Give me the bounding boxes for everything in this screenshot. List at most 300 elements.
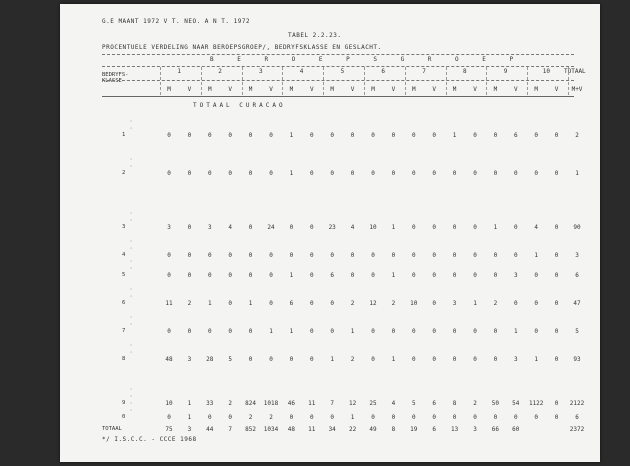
- sub-header: V: [432, 86, 436, 93]
- table-cell: 0: [269, 272, 273, 279]
- sub-header: V: [513, 86, 518, 93]
- table-cell: 25: [369, 400, 377, 407]
- rule-header-bottom: [102, 96, 574, 97]
- table-cell: 0: [534, 328, 538, 335]
- sub-header: M: [330, 86, 334, 93]
- column-separator: [568, 67, 569, 95]
- table-cell: 3: [513, 272, 518, 279]
- table-cell: 0: [371, 356, 375, 363]
- table-cell: 0: [330, 414, 334, 421]
- totaal-cell: 75: [165, 426, 173, 433]
- table-cell: 1: [391, 272, 396, 279]
- table-cell: 6: [432, 400, 436, 407]
- table-cell: 0: [411, 170, 416, 177]
- table-cell: 0: [554, 132, 559, 139]
- table-cell: 93: [573, 356, 581, 363]
- table-cell: 0: [473, 132, 477, 139]
- detail-mark: ·: [129, 163, 133, 170]
- sub-header: M: [452, 86, 457, 93]
- detail-mark: ·: [129, 342, 133, 349]
- table-cell: 0: [228, 272, 232, 279]
- table-cell: 0: [493, 328, 498, 335]
- sub-header: V: [350, 86, 355, 93]
- table-cell: 0: [248, 252, 253, 259]
- totaal-cell: 7: [228, 426, 232, 433]
- column-separator: [323, 67, 324, 95]
- group-label: B E R O E P S G R O E P: [210, 56, 524, 63]
- detail-mark: ·: [129, 118, 133, 125]
- table-cell: 0: [554, 272, 559, 279]
- table-cell: 0: [493, 272, 498, 279]
- table-cell: 2: [493, 300, 498, 307]
- table-cell: 0: [473, 224, 477, 231]
- table-cell: 0: [350, 170, 355, 177]
- table-cell: 0: [452, 170, 457, 177]
- table-cell: 1: [493, 224, 498, 231]
- table-cell: 12: [348, 400, 357, 407]
- totaal-cell: 6: [432, 426, 436, 433]
- table-cell: 0: [248, 170, 253, 177]
- table-cell: 3: [187, 356, 192, 363]
- table-cell: 0: [554, 224, 559, 231]
- table-cell: 10: [410, 300, 418, 307]
- rule-sub: [102, 80, 574, 81]
- row-label: 5: [122, 272, 126, 278]
- row-label: 6: [122, 300, 126, 306]
- totaal-cell: 13: [450, 426, 459, 433]
- group-number: 8: [462, 68, 467, 75]
- column-separator: [282, 67, 283, 95]
- table-cell: 1: [289, 328, 294, 335]
- table-cell: 3: [207, 224, 212, 231]
- table-cell: 28: [206, 356, 214, 363]
- table-cell: 0: [452, 252, 457, 259]
- detail-mark: ·: [129, 210, 133, 217]
- column-separator: [364, 67, 365, 95]
- column-separator: [486, 67, 487, 95]
- table-cell: 0: [371, 272, 375, 279]
- table-cell: 0: [167, 414, 171, 421]
- rule-group: [102, 66, 574, 67]
- totaal-cell: 66: [491, 426, 499, 433]
- row-label: 3: [122, 224, 126, 230]
- table-cell: 0: [554, 400, 559, 407]
- table-cell: 1: [289, 170, 294, 177]
- table-cell: 0: [411, 252, 416, 259]
- table-cell: 0: [432, 328, 436, 335]
- table-cell: 1: [187, 400, 192, 407]
- table-cell: 0: [554, 300, 559, 307]
- table-cell: 2: [228, 400, 232, 407]
- totaal-row-label: TOTAAL: [102, 426, 122, 432]
- table-cell: 8: [452, 400, 457, 407]
- table-cell: 0: [228, 170, 232, 177]
- table-cell: 1122: [528, 400, 544, 407]
- sub-header: V: [269, 86, 273, 93]
- table-cell: 0: [309, 224, 314, 231]
- totaal-cell: 3: [473, 426, 477, 433]
- table-cell: 0: [350, 272, 355, 279]
- table-cell: 0: [228, 132, 232, 139]
- table-cell: 0: [554, 414, 559, 421]
- table-cell: 1: [248, 300, 253, 307]
- table-cell: 0: [452, 356, 457, 363]
- table-cell: 0: [330, 252, 334, 259]
- table-cell: 0: [534, 132, 538, 139]
- table-cell: 6: [330, 272, 334, 279]
- table-cell: 3: [513, 356, 518, 363]
- table-cell: 46: [287, 400, 295, 407]
- sub-header: M: [248, 86, 253, 93]
- row-label: 7: [122, 328, 126, 334]
- table-cell: 0: [309, 170, 314, 177]
- table-cell: 7: [330, 400, 334, 407]
- table-cell: 33: [206, 400, 214, 407]
- group-number: 3: [258, 68, 263, 75]
- table-cell: 0: [289, 356, 294, 363]
- table-cell: 0: [473, 414, 477, 421]
- table-cell: 0: [309, 252, 314, 259]
- table-cell: 1: [575, 170, 579, 177]
- column-separator: [242, 67, 243, 95]
- totaal-cell: 44: [206, 426, 214, 433]
- table-title: PROCENTUELE VERDELING NAAR BEROEPSGROEP/, BEDRYFSKLASSE EN GESLACHT.: [102, 44, 382, 51]
- table-cell: 0: [371, 170, 375, 177]
- table-cell: 0: [432, 170, 436, 177]
- group-number: 1: [177, 68, 181, 75]
- table-cell: 0: [248, 272, 253, 279]
- table-cell: 0: [432, 224, 436, 231]
- row-label: 9: [122, 400, 126, 406]
- table-cell: 0: [513, 224, 518, 231]
- table-cell: 0: [309, 132, 314, 139]
- table-cell: 0: [330, 170, 334, 177]
- detail-mark: ·: [129, 321, 133, 328]
- page-footer: */ I.S.C.C. - CCCE 1968: [102, 436, 197, 443]
- totaal-cell: 3: [187, 426, 192, 433]
- table-cell: 0: [309, 272, 314, 279]
- table-cell: 0: [187, 170, 192, 177]
- table-cell: 0: [411, 414, 416, 421]
- table-cell: 0: [167, 328, 171, 335]
- page-header: G.E MAANT 1972 V T. NEO. A N T. 1972: [102, 18, 251, 25]
- table-cell: 4: [391, 400, 396, 407]
- table-cell: 0: [207, 414, 212, 421]
- group-number: 9: [503, 68, 508, 75]
- sub-header: M: [207, 86, 212, 93]
- sub-header: V: [554, 86, 559, 93]
- table-cell: 0: [289, 224, 294, 231]
- table-cell: 1: [452, 132, 457, 139]
- table-cell: 1: [534, 356, 538, 363]
- row-label: 0: [122, 414, 126, 420]
- group-number: 6: [381, 68, 385, 75]
- table-cell: 11: [308, 400, 316, 407]
- table-cell: 0: [309, 300, 314, 307]
- detail-mark: ·: [129, 293, 133, 300]
- table-cell: 0: [411, 356, 416, 363]
- table-cell: 54: [512, 400, 520, 407]
- table-cell: 0: [371, 414, 375, 421]
- table-cell: 0: [473, 272, 477, 279]
- group-number: 10: [542, 68, 550, 75]
- column-separator: [446, 67, 447, 95]
- table-cell: 1: [269, 328, 273, 335]
- table-cell: 0: [309, 414, 314, 421]
- table-cell: 11: [165, 300, 173, 307]
- table-cell: 4: [534, 224, 538, 231]
- sub-header: V: [228, 86, 232, 93]
- table-cell: 0: [248, 356, 253, 363]
- table-cell: 0: [309, 356, 314, 363]
- table-cell: 6: [513, 132, 518, 139]
- table-cell: 6: [289, 300, 294, 307]
- column-separator: [160, 67, 161, 95]
- table-cell: 1: [350, 328, 355, 335]
- row-label: 1: [122, 132, 126, 138]
- table-cell: 0: [554, 252, 559, 259]
- table-cell: 0: [207, 328, 212, 335]
- table-cell: 0: [493, 356, 498, 363]
- table-cell: 0: [167, 170, 171, 177]
- sub-header: M: [493, 86, 498, 93]
- table-cell: 48: [165, 356, 173, 363]
- column-separator: [527, 67, 528, 95]
- table-cell: 0: [269, 252, 273, 259]
- region-title: TOTAAL CURACAO: [193, 102, 286, 109]
- table-cell: 0: [167, 272, 171, 279]
- table-cell: 0: [187, 224, 192, 231]
- table-cell: 0: [207, 272, 212, 279]
- table-cell: 0: [432, 300, 436, 307]
- table-cell: 0: [289, 252, 294, 259]
- table-cell: 1: [350, 414, 355, 421]
- table-cell: 0: [473, 328, 477, 335]
- table-cell: 0: [228, 300, 232, 307]
- sub-header: M: [534, 86, 538, 93]
- detail-mark: ·: [129, 217, 133, 224]
- table-cell: 1: [187, 414, 192, 421]
- table-cell: 1: [391, 356, 396, 363]
- table-cell: 0: [452, 328, 457, 335]
- table-cell: 0: [554, 170, 559, 177]
- table-cell: 0: [228, 252, 232, 259]
- table-cell: 0: [248, 224, 253, 231]
- table-cell: 6: [575, 272, 579, 279]
- table-cell: 0: [513, 300, 518, 307]
- totaal-cell: 8: [391, 426, 396, 433]
- table-cell: 0: [452, 224, 457, 231]
- table-cell: 0: [493, 132, 498, 139]
- sub-header: M+V: [571, 86, 583, 93]
- table-cell: 0: [350, 132, 355, 139]
- table-cell: 23: [328, 224, 336, 231]
- table-cell: 0: [371, 252, 375, 259]
- table-cell: 0: [432, 272, 436, 279]
- detail-mark: ·: [129, 156, 133, 163]
- table-cell: 10: [165, 400, 173, 407]
- detail-mark: ·: [129, 393, 133, 400]
- row-label: 4: [122, 252, 126, 258]
- table-cell: 0: [289, 414, 294, 421]
- table-cell: 0: [493, 170, 498, 177]
- table-cell: 0: [534, 300, 538, 307]
- table-cell: 0: [187, 252, 192, 259]
- table-cell: 0: [513, 252, 518, 259]
- table-cell: 0: [411, 132, 416, 139]
- table-cell: 824: [245, 400, 257, 407]
- table-cell: 0: [493, 414, 498, 421]
- table-cell: 1: [513, 328, 518, 335]
- sub-header: V: [309, 86, 314, 93]
- table-cell: 0: [269, 132, 273, 139]
- table-cell: 0: [167, 252, 171, 259]
- column-separator: [405, 67, 406, 95]
- table-cell: 47: [573, 300, 581, 307]
- table-cell: 0: [432, 252, 436, 259]
- table-cell: 24: [267, 224, 275, 231]
- table-cell: 0: [269, 356, 273, 363]
- table-cell: 2122: [569, 400, 585, 407]
- table-cell: 0: [432, 356, 436, 363]
- totaal-cell: 22: [348, 426, 357, 433]
- table-cell: 0: [309, 328, 314, 335]
- detail-mark: ·: [129, 238, 133, 245]
- table-cell: 2: [350, 300, 355, 307]
- rule-top: [102, 54, 574, 55]
- column-separator: [201, 67, 202, 95]
- table-cell: 0: [330, 132, 334, 139]
- table-cell: 0: [473, 356, 477, 363]
- bedryfs-klasse-label: BEDRYFS- KLASSE: [102, 72, 129, 84]
- table-cell: 0: [330, 300, 334, 307]
- table-cell: 0: [228, 414, 232, 421]
- group-number: 5: [340, 68, 345, 75]
- totaal-header: TOTAAL: [564, 68, 586, 75]
- totaal-cell: 2372: [569, 426, 585, 433]
- table-cell: 0: [513, 170, 518, 177]
- sub-header: M: [289, 86, 294, 93]
- table-cell: 10: [369, 224, 377, 231]
- table-cell: 0: [350, 252, 355, 259]
- table-cell: 2: [391, 300, 396, 307]
- table-cell: 5: [411, 400, 416, 407]
- table-cell: 0: [452, 414, 457, 421]
- sub-header: M: [371, 86, 375, 93]
- table-cell: 1: [473, 300, 477, 307]
- table-cell: 5: [228, 356, 232, 363]
- totaal-cell: 11: [308, 426, 316, 433]
- table-cell: 0: [513, 414, 518, 421]
- table-cell: 3: [167, 224, 171, 231]
- table-cell: 0: [207, 252, 212, 259]
- detail-mark: ·: [129, 386, 133, 393]
- table-cell: 0: [391, 252, 396, 259]
- group-number: 7: [422, 68, 426, 75]
- table-cell: 0: [228, 328, 232, 335]
- table-cell: 0: [187, 132, 192, 139]
- table-cell: 0: [554, 328, 559, 335]
- table-cell: 50: [491, 400, 499, 407]
- table-cell: 0: [411, 272, 416, 279]
- table-cell: 6: [575, 414, 579, 421]
- table-cell: 4: [228, 224, 232, 231]
- table-cell: 1: [207, 300, 212, 307]
- table-cell: 1: [330, 356, 334, 363]
- group-number: 4: [299, 68, 304, 75]
- totaal-cell: 48: [287, 426, 295, 433]
- table-cell: 2: [269, 414, 273, 421]
- detail-mark: ·: [129, 125, 133, 132]
- table-cell: 1: [289, 132, 294, 139]
- detail-mark: ·: [129, 407, 133, 414]
- table-cell: 0: [473, 170, 477, 177]
- table-cell: 2: [575, 132, 579, 139]
- table-cell: 1: [534, 252, 538, 259]
- table-cell: 1: [391, 224, 396, 231]
- table-cell: 3: [452, 300, 457, 307]
- table-cell: 0: [554, 356, 559, 363]
- totaal-cell: 1034: [263, 426, 279, 433]
- sub-header: V: [391, 86, 396, 93]
- table-cell: 0: [187, 272, 192, 279]
- detail-mark: ·: [129, 245, 133, 252]
- detail-mark: ·: [129, 400, 133, 407]
- table-cell: 2: [248, 414, 253, 421]
- table-cell: 0: [371, 132, 375, 139]
- table-cell: 1: [289, 272, 294, 279]
- table-cell: 5: [575, 328, 579, 335]
- totaal-cell: 60: [512, 426, 520, 433]
- table-cell: 0: [432, 132, 436, 139]
- totaal-cell: 852: [245, 426, 257, 433]
- sub-header: V: [187, 86, 192, 93]
- detail-mark: ·: [129, 265, 133, 272]
- document-page: [60, 4, 600, 462]
- table-cell: 0: [207, 132, 212, 139]
- table-cell: 2: [473, 400, 477, 407]
- table-cell: 0: [473, 252, 477, 259]
- totaal-cell: 49: [369, 426, 377, 433]
- table-cell: 0: [391, 414, 396, 421]
- table-cell: 3: [575, 252, 579, 259]
- detail-mark: ·: [129, 349, 133, 356]
- table-cell: 0: [187, 328, 192, 335]
- table-cell: 0: [493, 252, 498, 259]
- group-number: 2: [218, 68, 222, 75]
- detail-mark: ·: [129, 314, 133, 321]
- table-cell: 0: [248, 132, 253, 139]
- table-cell: 2: [350, 356, 355, 363]
- table-cell: 2: [187, 300, 192, 307]
- totaal-cell: 19: [410, 426, 418, 433]
- row-label: 8: [122, 356, 126, 362]
- table-cell: 0: [411, 328, 416, 335]
- detail-mark: ·: [129, 258, 133, 265]
- table-cell: 0: [391, 170, 396, 177]
- table-cell: 0: [371, 328, 375, 335]
- table-cell: 0: [269, 170, 273, 177]
- table-cell: 0: [534, 170, 538, 177]
- table-cell: 0: [248, 328, 253, 335]
- sub-header: M: [411, 86, 416, 93]
- table-cell: 1018: [263, 400, 279, 407]
- table-cell: 0: [411, 224, 416, 231]
- table-cell: 0: [432, 414, 436, 421]
- table-cell: 0: [167, 132, 171, 139]
- table-cell: 0: [207, 170, 212, 177]
- sub-header: V: [473, 86, 477, 93]
